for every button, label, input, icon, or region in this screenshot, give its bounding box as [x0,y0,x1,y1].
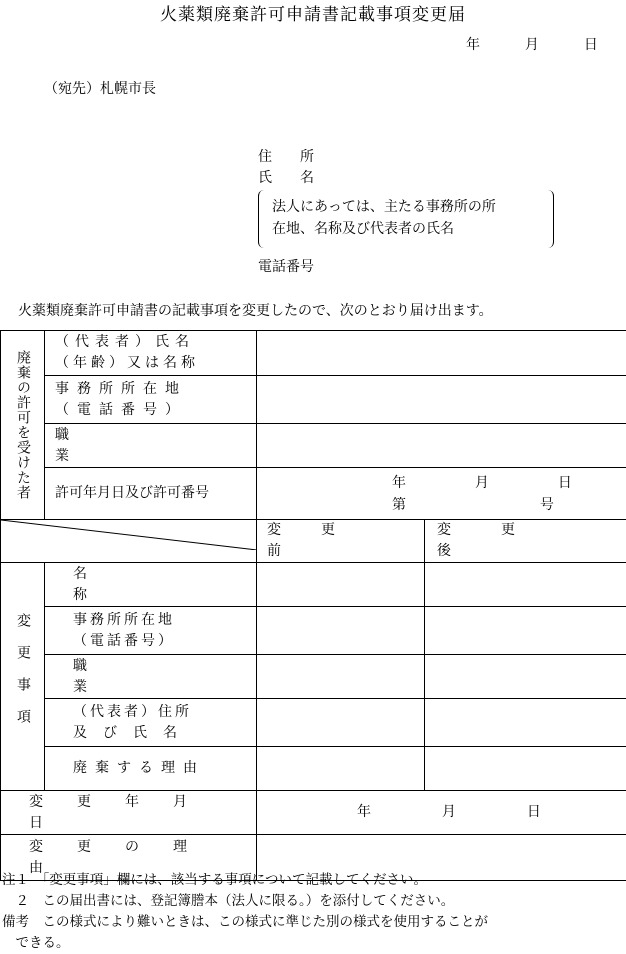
permit-date-label: 許可年月日及び許可番号 [55,485,209,501]
occupation-field[interactable] [257,424,626,468]
permit-year: 年 [392,474,406,491]
date-header [466,34,598,54]
before-header [257,520,425,563]
item-occupation-label-cell [45,655,257,699]
diagonal-line [1,520,257,550]
item-reason-before[interactable] [257,747,425,791]
occupation-label-cell [45,424,257,468]
form-table [0,330,626,881]
item-office-after[interactable] [425,607,626,655]
permit-month: 月 [474,474,489,491]
address-label: 住 所 [258,149,314,165]
change-items-cell [1,563,45,791]
date-month: 月 [524,37,539,53]
change-date-label: 変更年月日 [29,793,221,831]
remark-line-1: 備考 この様式により難いときは、この様式に準じた別の様式を使用することが [2,914,488,930]
permit-no-suffix: 号 [539,496,554,513]
item-occupation-after[interactable] [425,655,626,699]
bracket-line-2: 在地、名称及び代表者の氏名 [272,221,454,237]
after-label: 変更後 [437,522,565,559]
occupation-label: 職業 [55,426,189,464]
change-items-label: 変更事項 [15,612,31,741]
permit-no-prefix: 第 [392,496,406,513]
date-year: 年 [466,37,480,53]
phone-label: 電話番号 [258,259,314,275]
rep-name-label-cell [45,331,257,376]
note-1: 注１ 「変更事項」欄には、該当する事項について記載してください。 [2,872,427,888]
item-occupation-before[interactable] [257,655,425,699]
office-label-cell [45,376,257,424]
office-line-2: （電話番号） [55,401,187,418]
item-reason-label: 廃棄する理由 [73,760,205,776]
item-name-after[interactable] [425,563,626,607]
permit-day: 日 [557,474,572,491]
item-name-before[interactable] [257,563,425,607]
item-office-line-2: （電話番号） [73,632,175,649]
before-label: 変更前 [267,522,375,559]
item-rep-before[interactable] [257,699,425,747]
note-2: ２ この届出書には、登記簿謄本（法人に限る。）を添付してください。 [2,893,455,909]
change-date-month: 月 [441,804,456,820]
item-rep-label-cell [45,699,257,747]
office-field[interactable] [257,376,626,424]
item-rep-line-2: 及び氏名 [73,724,193,741]
permit-date-field[interactable] [257,468,626,520]
permit-holder-cell [1,331,45,520]
change-date-year: 年 [357,804,371,820]
item-office-label-cell [45,607,257,655]
intro-text: 火薬類廃棄許可申請書の記載事項を変更したので、次のとおり届け出ます。 [18,303,493,319]
change-date-label-cell [1,791,257,835]
office-line-1: 事務所所在地 [55,380,187,397]
date-day: 日 [583,37,598,53]
item-rep-after[interactable] [425,699,626,747]
change-reason-label: 変更の理由 [29,838,221,876]
item-name-label: 名称 [73,565,207,603]
permit-holder-label: 廃棄の許可を受けた者 [15,350,31,500]
item-office-line-1: 事務所所在地 [73,611,175,628]
item-reason-label-cell [45,747,257,791]
change-date-day: 日 [526,804,541,820]
item-rep-line-1: （代表者）住所 [73,703,192,720]
rep-name-line-1: （代表者）氏名 [55,334,195,350]
item-office-before[interactable] [257,607,425,655]
permit-date-label-cell [45,468,257,520]
after-header [425,520,626,563]
change-date-field[interactable] [257,791,626,835]
item-occupation-label: 職業 [73,657,207,695]
item-reason-after[interactable] [425,747,626,791]
remark-line-2: できる。 [2,935,70,951]
rep-name-line-2: （年齢）又は名称 [55,355,199,371]
addressee: （宛先）札幌市長 [44,81,156,97]
item-name-label-cell [45,563,257,607]
bracket-line-1: 法人にあっては、主たる事務所の所 [272,199,496,215]
name-label: 氏 名 [258,170,314,186]
diagonal-header-cell [1,520,257,563]
rep-name-field[interactable] [257,331,626,376]
page-title: 火薬類廃棄許可申請書記載事項変更届 [160,5,466,25]
